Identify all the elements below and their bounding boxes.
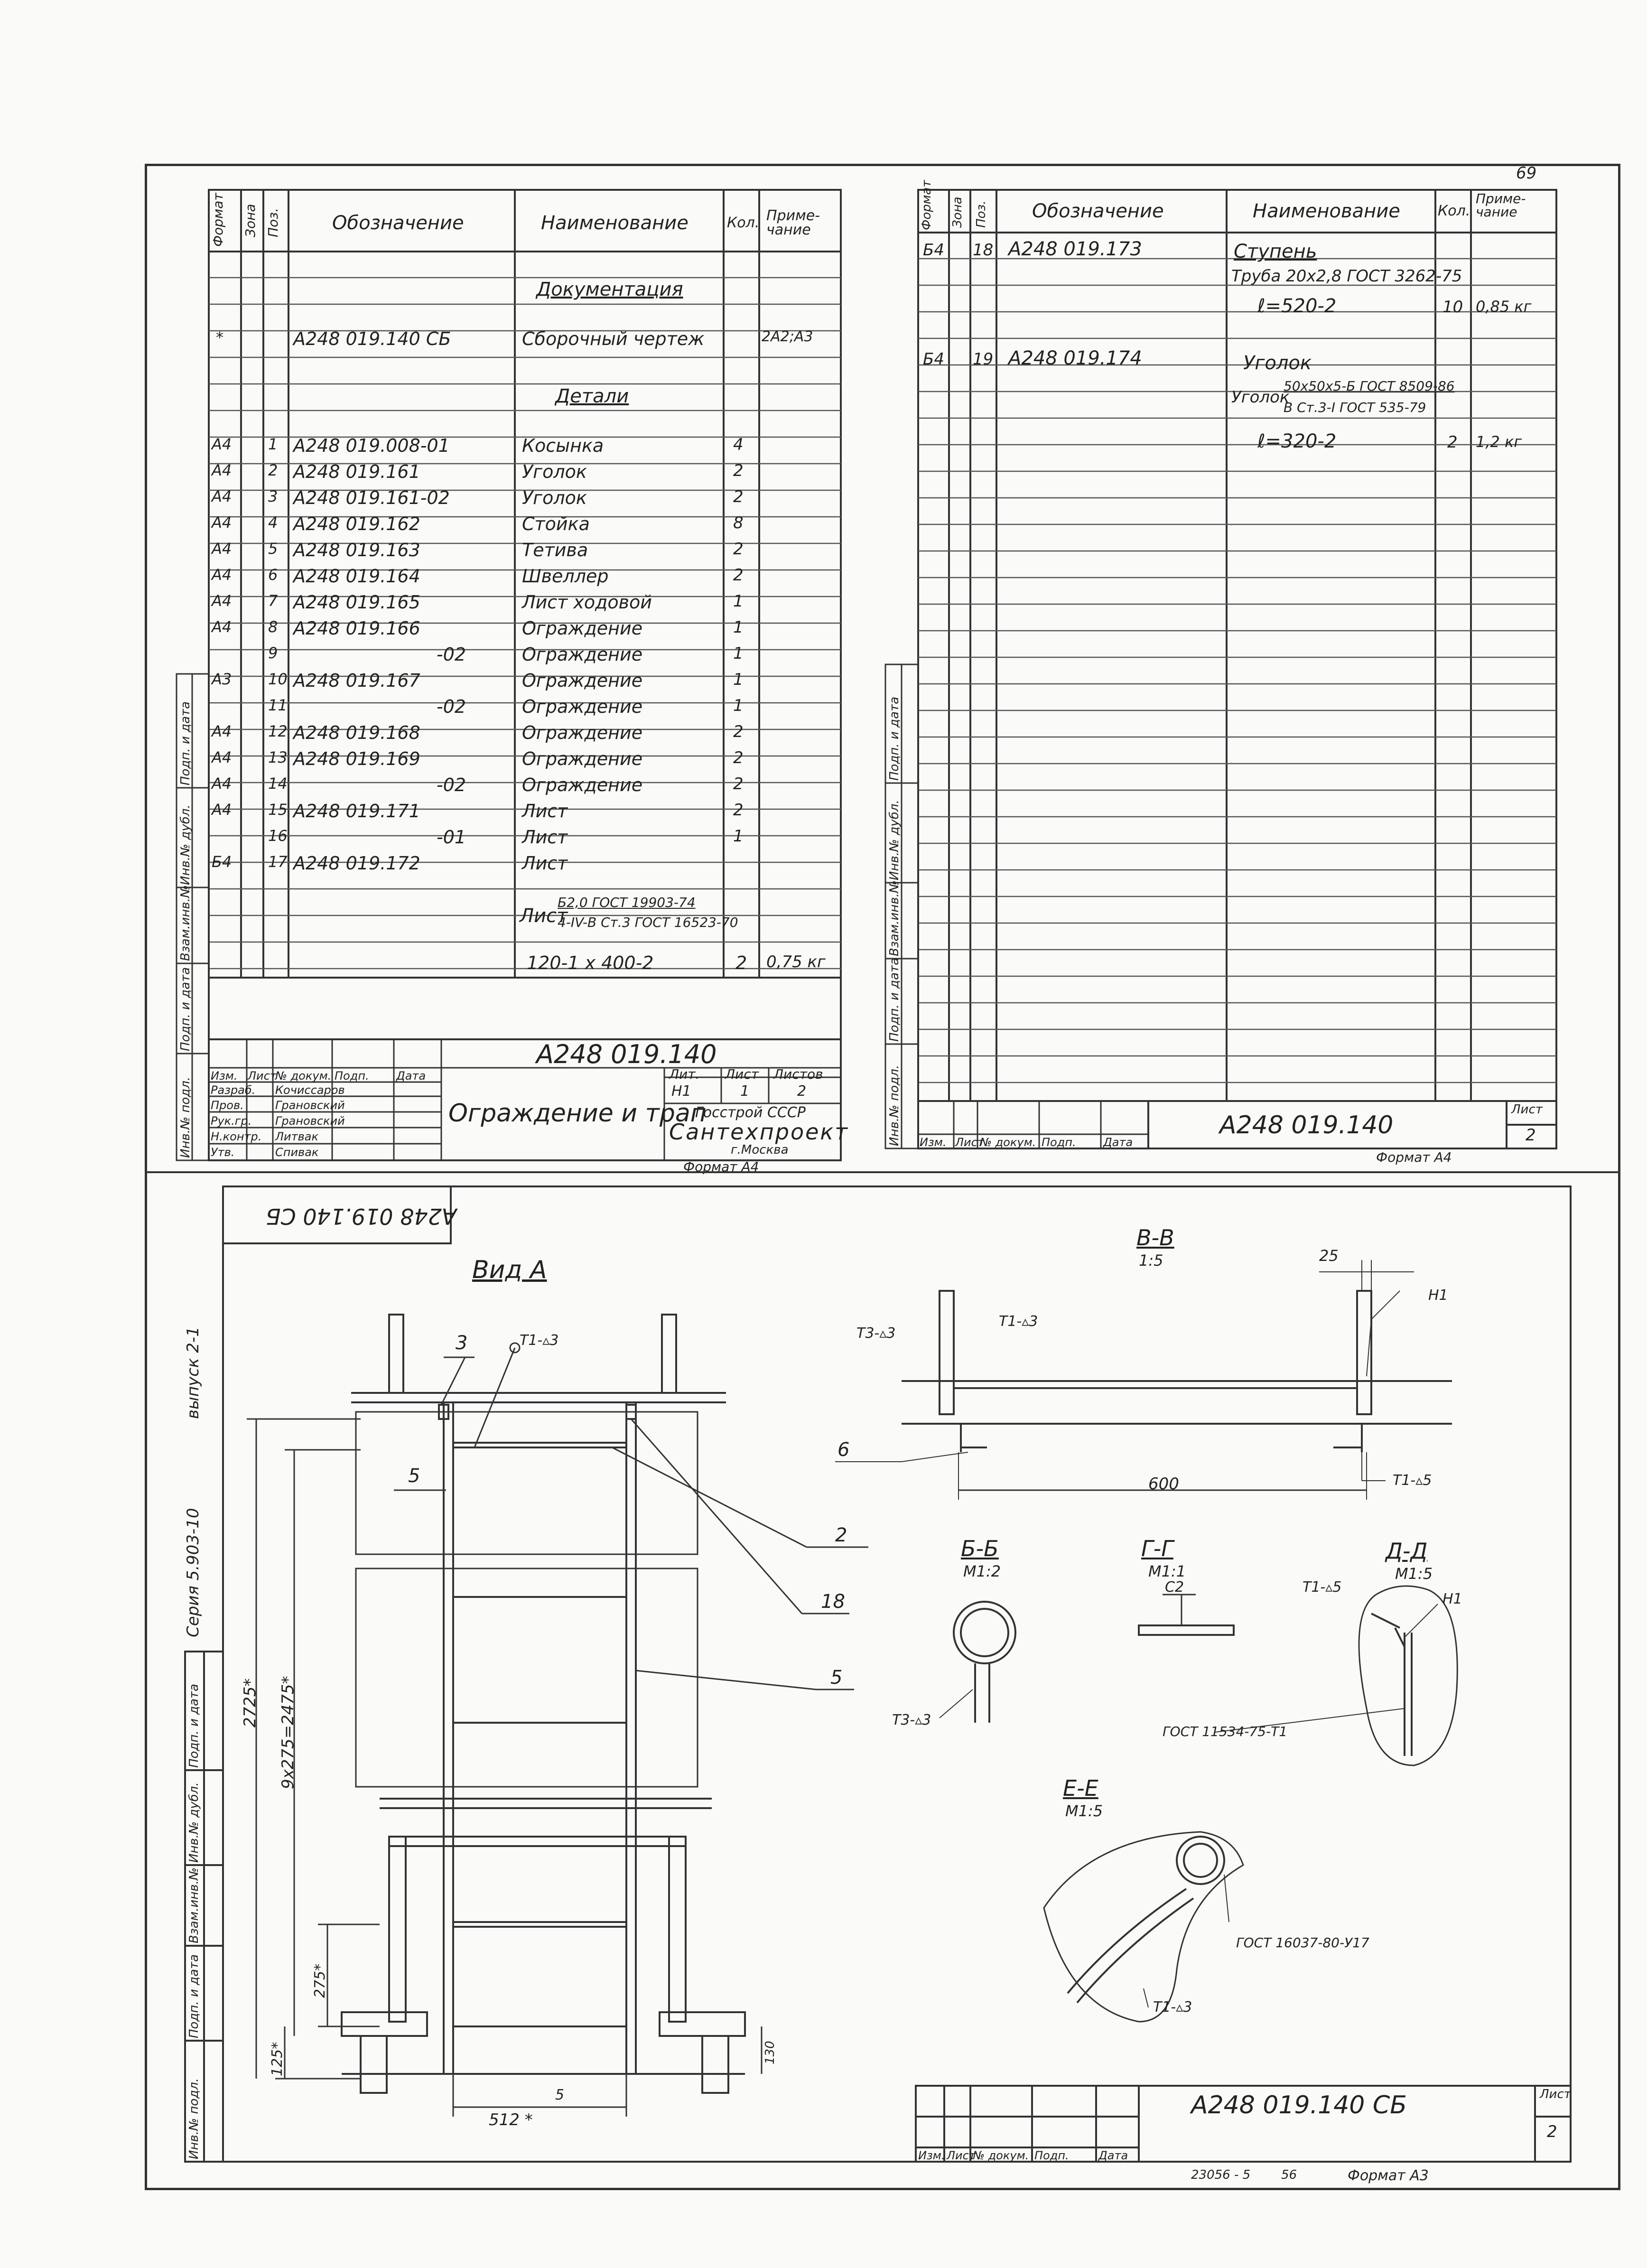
drawing-format: Формат А3 [1348,2167,1429,2184]
side-stamp-label: Инв.№ дубл. [178,804,193,885]
title-role: Утв. [211,1146,235,1159]
left-row-qty: 2 [733,775,744,793]
row18-name: Ступень [1234,241,1317,262]
org-city: г.Москва [731,1143,789,1157]
sheet-qty: 2 [735,952,747,973]
left-title-name: Ограждение и трап [448,1099,707,1128]
left-row-note: 2А2;А3 [762,328,813,345]
title-role: Рук.гр. [211,1114,252,1128]
left-row-name: Ограждение [522,722,643,743]
left-sheets: 2 [797,1083,807,1100]
title-column-header: Изм. [918,2149,945,2162]
left-row-pos: 8 [268,618,278,636]
weld-mark-c2: С2 [1165,1579,1184,1596]
title-column-header: Лист [947,2149,976,2162]
left-row-pos: 6 [268,566,278,584]
left-row-name: Ограждение [522,748,643,769]
left-row-designation: А248 019.165 [293,592,420,613]
side-stamp-label: Взам.инв.№ [178,885,193,961]
left-row-pos: 17 [268,853,288,871]
row19-note: 1,2 кг [1476,433,1522,451]
left-header-zone: Зона [242,204,258,237]
row19-mat-label: Уголок [1231,388,1290,407]
left-row-pos: 1 [268,435,278,453]
left-row-pos: 12 [268,722,288,740]
right-header-qty: Кол. [1438,203,1470,219]
left-row-designation: А248 019.164 [293,566,420,587]
left-row-name: Ограждение [522,670,643,691]
left-row-qty: 2 [733,487,744,506]
left-row-designation: А248 019.166 [293,618,420,639]
left-row-designation: А248 019.008-01 [293,435,450,456]
view-a-label: Вид А [472,1256,547,1284]
sheet-note: 0,75 кг [766,952,826,971]
left-row-pos: 5 [268,540,278,558]
top-sheet-number: 69 [1516,164,1537,183]
section-d-scale: М1:5 [1395,1565,1433,1583]
section-b-label: Б-Б [961,1536,999,1561]
left-row-qty: 1 [733,827,744,846]
sheet-material-1: Б2,0 ГОСТ 19903-74 [558,895,696,910]
left-row-fmt: А4 [212,748,232,766]
left-row-pos: 9 [268,644,278,662]
left-row-name: Уголок [522,487,587,508]
row19-pos: 19 [973,350,994,369]
side-stamp-label: Инв.№ дубл. [187,1782,201,1863]
left-row-fmt: А4 [212,513,232,532]
row19-length: ℓ=320-2 [1257,430,1337,452]
right-header-zone: Зона [950,196,965,228]
row19-des: А248 019.174 [1008,347,1142,369]
title-column-header: № докум. [980,1136,1036,1149]
side-stamp-label: Инв.№ подл. [887,1064,902,1146]
side-stamp-label: Инв.№ дубл. [887,800,902,880]
left-row-designation: А248 019.162 [293,513,420,534]
side-stamp-label: Подп. и дата [178,701,193,785]
row19-name: Уголок [1243,352,1312,374]
left-row-fmt: А4 [212,487,232,505]
row18-length: ℓ=520-2 [1257,295,1337,317]
title-person: Литвак [275,1130,318,1143]
row18-fmt: Б4 [923,241,944,260]
left-row-qty: 1 [733,670,744,689]
left-row-name: Косынка [522,435,604,456]
sheet-material-label: Лист [520,905,568,927]
right-header-designation: Обозначение [1032,200,1164,222]
weld-mark-d-t1-5: Т1-▵5 [1303,1579,1342,1596]
left-row-qty: 2 [733,748,744,767]
left-row-pos: 7 [268,592,278,610]
title-column-header: Лист [955,1136,984,1149]
title-column-header: Дата [1103,1136,1133,1149]
dim-130: 130 [763,2041,777,2064]
title-column-header: Изм. [211,1069,238,1083]
title-column-header: Дата [396,1069,426,1083]
left-row-name: Ограждение [522,775,643,795]
left-row-designation: А248 019.172 [293,853,420,874]
callout-18: 18 [821,1591,845,1613]
left-header-designation: Обозначение [332,212,464,234]
side-stamp-label: Взам.инв.№ [187,1867,201,1943]
section-e-label: Е-Е [1063,1775,1098,1801]
dim-600: 600 [1148,1475,1179,1493]
title-column-header: Подп. [1042,1136,1076,1149]
callout-2: 2 [835,1524,847,1546]
left-section-parts: Детали [555,385,629,407]
left-row-designation: А248 019.161-02 [293,487,450,508]
left-row-fmt: А4 [212,435,232,453]
left-section-docs: Документация [536,279,683,300]
left-row-pos: 10 [268,670,288,688]
left-row-fmt: А4 [212,618,232,636]
left-row-pos: 4 [268,513,278,532]
drawing-title-code: А248 019.140 СБ [1191,2091,1407,2119]
section-g-scale: М1:1 [1148,1562,1186,1580]
callout-5-mid: 5 [830,1667,843,1689]
right-sheet-number: 2 [1526,1126,1536,1145]
left-header-format: Формат [210,193,226,247]
h1-d: Н1 [1442,1591,1462,1607]
row18-note: 0,85 кг [1476,298,1532,316]
section-g-label: Г-Г [1141,1536,1173,1561]
left-row-qty: 1 [733,644,744,663]
left-row-name: Лист ходовой [522,592,652,613]
order-suffix: 56 [1281,2168,1297,2182]
row18-des: А248 019.173 [1008,238,1142,260]
side-stamp-label: Инв.№ подл. [178,1076,193,1158]
left-row-pos: 16 [268,827,288,845]
right-sheet-label: Лист [1511,1102,1543,1117]
title-person: Грановский [275,1114,345,1128]
weld-mark-view-a: Т1-▵3 [520,1332,559,1349]
left-row-pos: 14 [268,775,288,793]
title-person: Кочиссаров [275,1083,345,1097]
right-header-pos: Поз. [974,200,988,228]
issue-label: выпуск 2-1 [184,1326,203,1419]
section-d-label: Д-Д [1386,1538,1428,1564]
weld-mark-bb-t3: Т3-▵3 [856,1325,896,1342]
title-column-header: Подп. [335,1069,369,1083]
drawing-stamp-code: А248 019.140 СБ [266,1204,457,1229]
left-row-name: Уголок [522,461,587,482]
side-stamp-label: Инв.№ подл. [187,2078,201,2159]
title-role: Пров. [211,1099,244,1112]
left-header-pos: Поз. [265,208,281,237]
left-row-pos: 15 [268,801,288,819]
left-lit-label: Лит. [669,1066,700,1082]
row18-qty: 10 [1442,298,1463,317]
right-header-name: Наименование [1253,200,1400,222]
dim-512: 512 * [489,2110,533,2129]
row19-qty: 2 [1447,433,1458,452]
row18-material: Труба 20х2,8 ГОСТ 3262-75 [1231,267,1462,286]
left-row-designation: А248 019.168 [293,722,420,743]
left-row-qty: 2 [733,801,744,820]
row19-mat-1: 50х50х5-Б ГОСТ 8509-86 [1284,378,1455,394]
left-row-designation: -02 [437,775,466,795]
right-format: Формат А4 [1376,1149,1452,1165]
weld-mark-bb-t1-5: Т1-▵5 [1393,1472,1432,1489]
left-header-name: Наименование [541,212,689,234]
gost-11534: ГОСТ 11534-75-Т1 [1163,1724,1288,1739]
side-stamp-label: Подп. и дата [887,696,902,781]
left-row-designation: -02 [437,644,466,665]
section-bb-scale: 1:5 [1139,1251,1163,1269]
dim-2725: 2725* [241,1678,260,1727]
left-row-name: Лист [522,853,568,874]
left-row-designation: А248 019.167 [293,670,420,691]
side-stamp-label: Подп. и дата [887,957,902,1042]
left-row-pos: 11 [268,696,288,714]
left-header-note: Приме-чание [766,207,820,238]
left-row-name: Ограждение [522,644,643,665]
left-row-name: Тетива [522,540,588,560]
left-row-qty: 1 [733,592,744,611]
side-stamp-label: Подп. и дата [187,1683,201,1768]
title-column-header: Подп. [1034,2149,1069,2162]
row18-pos: 18 [973,241,994,260]
right-header-note: Приме-чание [1476,191,1526,220]
left-title-code: А248 019.140 [536,1039,717,1069]
left-row-designation: А248 019.171 [293,801,420,821]
left-row-fmt: А4 [212,566,232,584]
drawing-sheet-label: Лист [1540,2087,1571,2101]
org-name: Сантехпроект [669,1119,849,1145]
left-row-name: Лист [522,827,568,848]
left-row-fmt: А4 [212,540,232,558]
dim-125: 125* [269,2042,286,2076]
series-label: Серия 5.903-10 [184,1508,203,1637]
left-row-qty: 2 [733,540,744,559]
left-format: Формат А4 [683,1159,759,1175]
left-row-fmt: А4 [212,801,232,819]
section-bb-label: В-В [1136,1225,1174,1251]
left-row-pos: 2 [268,461,278,479]
left-row-designation: А248 019.140 СБ [293,328,451,349]
left-row-name: Лист [522,801,568,821]
left-row-qty: 2 [733,722,744,741]
left-row-qty: 1 [733,696,744,715]
title-column-header: № докум. [973,2149,1029,2162]
org-ministry: Госстрой СССР [695,1104,806,1121]
gost-16037: ГОСТ 16037-80-У17 [1236,1935,1369,1951]
right-title-code: А248 019.140 [1219,1111,1394,1139]
left-row-designation: -02 [437,696,466,717]
dim-9x275: 9х275=2475* [279,1676,298,1789]
left-sheet: 1 [740,1083,750,1100]
left-row-name: Стойка [522,513,590,534]
order-number: 23056 - 5 [1191,2168,1251,2182]
left-sheets-label: Листов [773,1066,823,1082]
title-column-header: Лист [248,1069,277,1083]
left-row-qty: 1 [733,618,744,637]
left-row-fmt: А4 [212,775,232,793]
left-row-name: Швеллер [522,566,609,587]
left-row-qty: 2 [733,461,744,480]
drawing-sheet-number: 2 [1547,2122,1557,2141]
left-row-designation: А248 019.161 [293,461,420,482]
left-row-name: Сборочный чертеж [522,328,705,349]
right-header-format: Формат [920,180,934,230]
row19-fmt: Б4 [923,350,944,369]
section-e-scale: М1:5 [1065,1802,1103,1820]
title-person: Спивак [275,1146,319,1159]
weld-mark-e-t1: Т1-▵3 [1153,1999,1192,2016]
left-row-pos: 13 [268,748,288,766]
left-row-fmt: Б4 [212,853,232,871]
left-row-fmt: * [216,328,223,346]
sheet-size: 120-1 х 400-2 [527,952,654,973]
left-row-name: Ограждение [522,618,643,639]
left-row-designation: -01 [437,827,466,848]
title-column-header: Дата [1098,2149,1128,2162]
left-row-name: Ограждение [522,696,643,717]
title-role: Разраб. [211,1083,256,1097]
title-column-header: Изм. [920,1136,947,1149]
title-person: Грановский [275,1099,345,1112]
dim-25: 25 [1319,1247,1339,1265]
left-row-fmt: А4 [212,722,232,740]
left-row-qty: 8 [733,513,744,532]
left-sheet-label: Лист [725,1066,759,1082]
title-column-header: № докум. [275,1069,332,1083]
dim-5: 5 [555,2087,565,2103]
left-header-qty: Кол. [727,215,760,231]
left-lit: Н1 [671,1083,691,1100]
left-row-fmt: А4 [212,592,232,610]
left-row-fmt: А3 [212,670,232,688]
section-b-scale: М1:2 [963,1562,1001,1580]
side-stamp-label: Подп. и дата [187,1954,201,2038]
callout-3: 3 [456,1332,468,1354]
left-row-qty: 2 [733,566,744,585]
left-row-designation: А248 019.169 [293,748,420,769]
weld-mark-bb-t1: Т1-▵3 [999,1313,1038,1330]
side-stamp-label: Подп. и дата [178,967,193,1051]
callout-5-top: 5 [408,1465,420,1487]
left-row-qty: 4 [733,435,744,454]
h1-bb: Н1 [1428,1287,1448,1304]
left-row-fmt: А4 [212,461,232,479]
dim-275: 275* [312,1963,328,1998]
left-row-designation: А248 019.163 [293,540,420,560]
side-stamp-label: Взам.инв.№ [887,880,902,956]
left-row-pos: 3 [268,487,278,505]
sheet-material-2: 4-IV-В Ст.3 ГОСТ 16523-70 [558,915,738,930]
row19-mat-2: В Ст.3-I ГОСТ 535-79 [1284,400,1426,415]
callout-6: 6 [837,1439,850,1461]
weld-mark-b-t3: Т3-▵3 [892,1712,931,1728]
title-role: Н.контр. [211,1130,262,1143]
